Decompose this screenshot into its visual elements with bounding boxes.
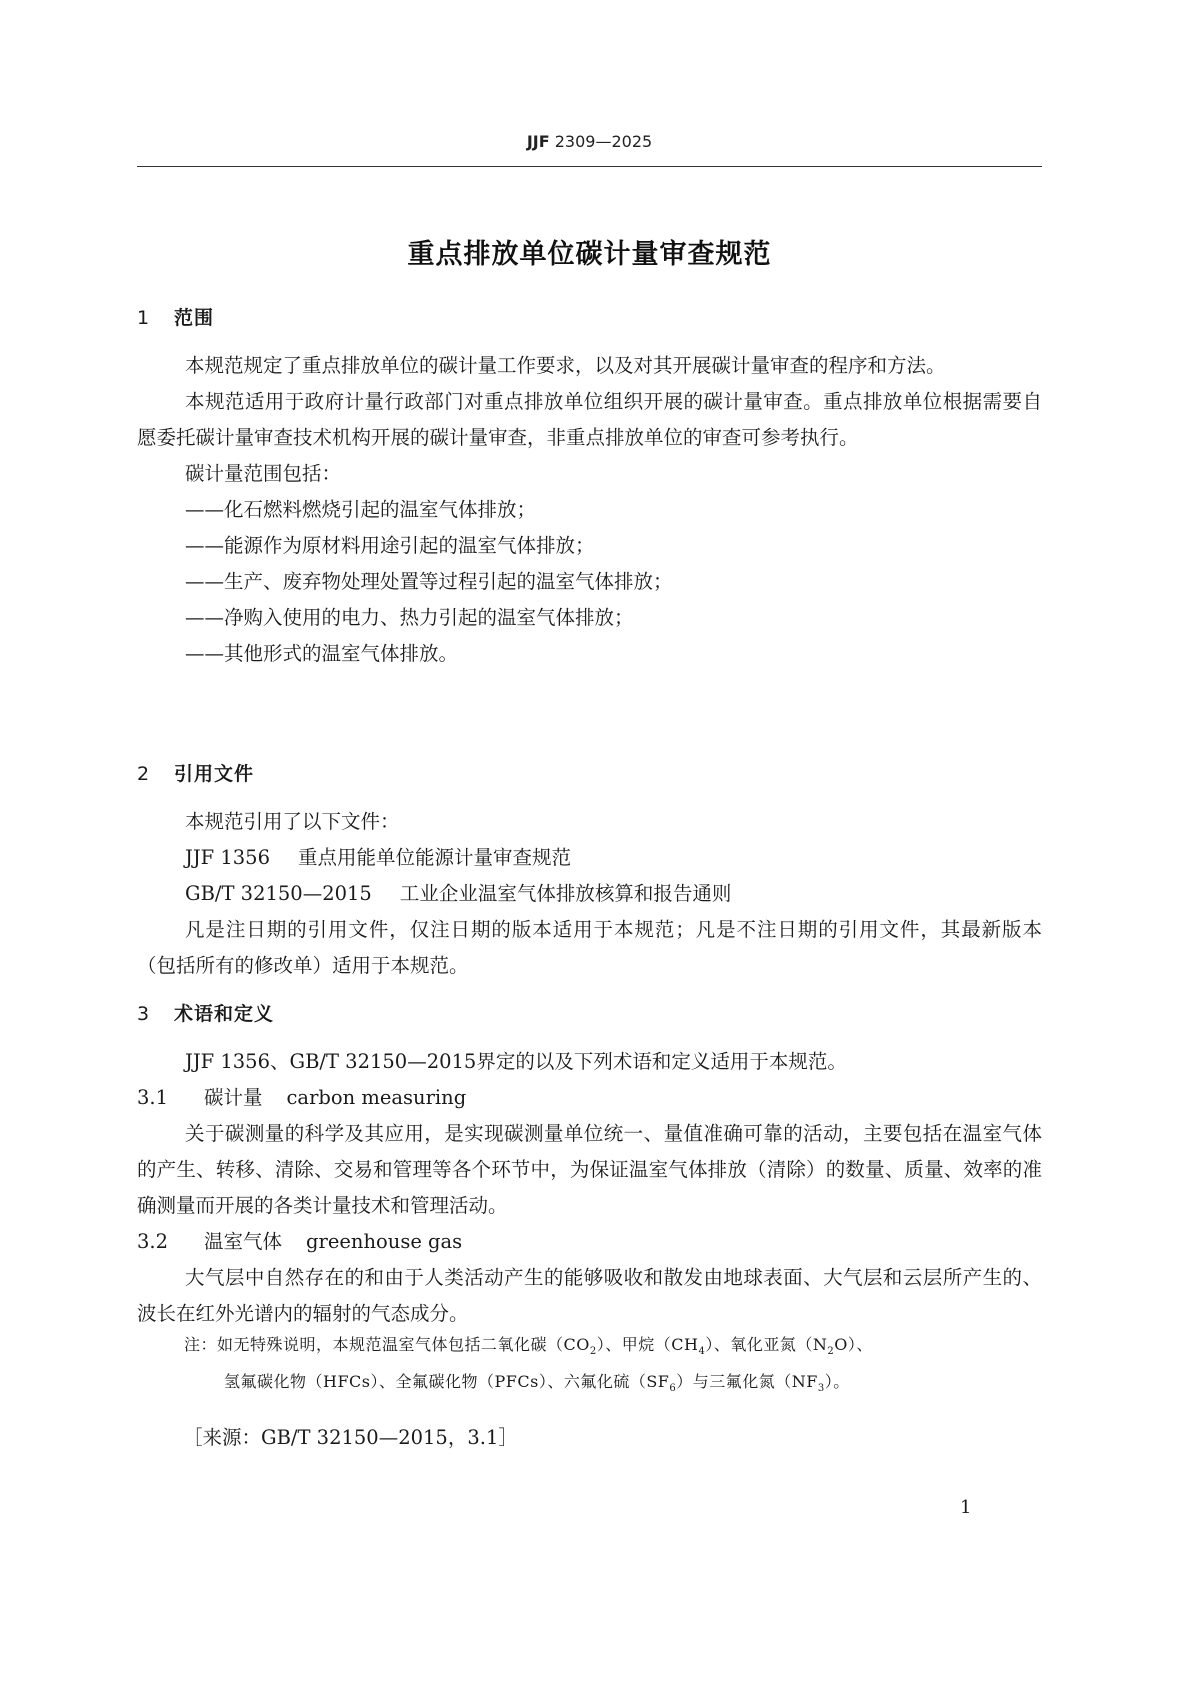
reference-item [137, 876, 1042, 912]
section-title: 范围 [174, 307, 215, 329]
section-3-heading [137, 996, 1042, 1032]
term-en: carbon measuring [286, 1086, 467, 1109]
reference-item [137, 840, 1042, 876]
document-title: 重点排放单位碳计量审查规范 [407, 239, 772, 270]
term-heading [137, 1224, 1042, 1260]
reference-code: GB/T 32150—2015 [185, 882, 372, 905]
term-note [137, 1330, 1042, 1404]
term-en: greenhouse gas [306, 1230, 463, 1253]
paragraph: JJF 1356、GB/T 32150—2015界定的以及下列术语和定义适用于本规范。 [185, 1050, 847, 1073]
term-source: ［来源：GB/T 32150—2015，3.1］ [183, 1426, 518, 1449]
running-header [137, 132, 1042, 151]
standard-code-prefix: JJF [526, 132, 550, 151]
list-item: ——能源作为原材料用途引起的温室气体排放； [185, 534, 595, 557]
term-cn: 碳计量 [204, 1086, 263, 1109]
paragraph: 凡是注日期的引用文件，仅注日期的版本适用于本规范；凡是不注日期的引用文件，其最新版本（包括所有的修改单）适用于本规范。 [137, 918, 1042, 977]
section-3-body [137, 1044, 1042, 1332]
section-title: 引用文件 [174, 763, 255, 785]
reference-code: JJF 1356 [185, 846, 270, 869]
section-number: 1 [137, 307, 150, 329]
paragraph: 本规范适用于政府计量行政部门对重点排放单位组织开展的碳计量审查。重点排放单位根据需要自愿委托碳计量审查技术机构开展的碳计量审查，非重点排放单位的审查可参考执行。 [137, 390, 1042, 449]
paragraph: 本规范引用了以下文件： [185, 810, 400, 833]
header-rule [137, 166, 1042, 167]
note-line-2: 氢氟碳化物（HFCs）、全氟碳化物（PFCs）、六氟化硫$(SF_6)$与三氟化氮$(NF_3)$。 [224, 1372, 850, 1395]
note-line-1: 注：如无特殊说明，本规范温室气体包括二氧化碳$(CO_2)$、甲烷$(CH_4)$、氧化亚氮$(N_2O)$、 [184, 1335, 873, 1358]
list-item: ——化石燃料燃烧引起的温室气体排放； [185, 498, 537, 521]
list-item: ——净购入使用的电力、热力引起的温室气体排放； [185, 606, 634, 629]
paragraph: 碳计量范围包括： [185, 462, 342, 485]
page-number: 1 [960, 1497, 972, 1518]
section-1-heading [137, 300, 1042, 336]
section-1-body [137, 348, 1042, 672]
term-number: 3.1 [137, 1086, 169, 1109]
section-2-heading [137, 756, 1042, 792]
section-number: 2 [137, 763, 150, 785]
section-number: 3 [137, 1003, 150, 1025]
term-cn: 温室气体 [204, 1230, 283, 1253]
paragraph: 本规范规定了重点排放单位的碳计量工作要求，以及对其开展碳计量审查的程序和方法。 [185, 354, 946, 377]
term-definition: 关于碳测量的科学及其应用，是实现碳测量单位统一、量值准确可靠的活动，主要包括在温室气体的产生、转移、清除、交易和管理等各个环节中，为保证温室气体排放（清除）的数量、质量、效率的准确测量而开展的各类计量技术和管理活动。 [137, 1122, 1042, 1217]
list-item: ——生产、废弃物处理处置等过程引起的温室气体排放； [185, 570, 673, 593]
reference-name: 重点用能单位能源计量审查规范 [298, 846, 572, 869]
reference-name: 工业企业温室气体排放核算和报告通则 [399, 882, 732, 905]
list-item: ——其他形式的温室气体排放。 [185, 642, 459, 665]
term-number: 3.2 [137, 1230, 169, 1253]
term-heading [137, 1080, 1042, 1116]
section-title: 术语和定义 [174, 1003, 275, 1025]
term-definition: 大气层中自然存在的和由于人类活动产生的能够吸收和散发由地球表面、大气层和云层所产生的、波长在红外光谱内的辐射的气态成分。 [137, 1266, 1042, 1325]
section-2-body [137, 804, 1042, 984]
standard-code-number: 2309—2025 [549, 132, 653, 151]
